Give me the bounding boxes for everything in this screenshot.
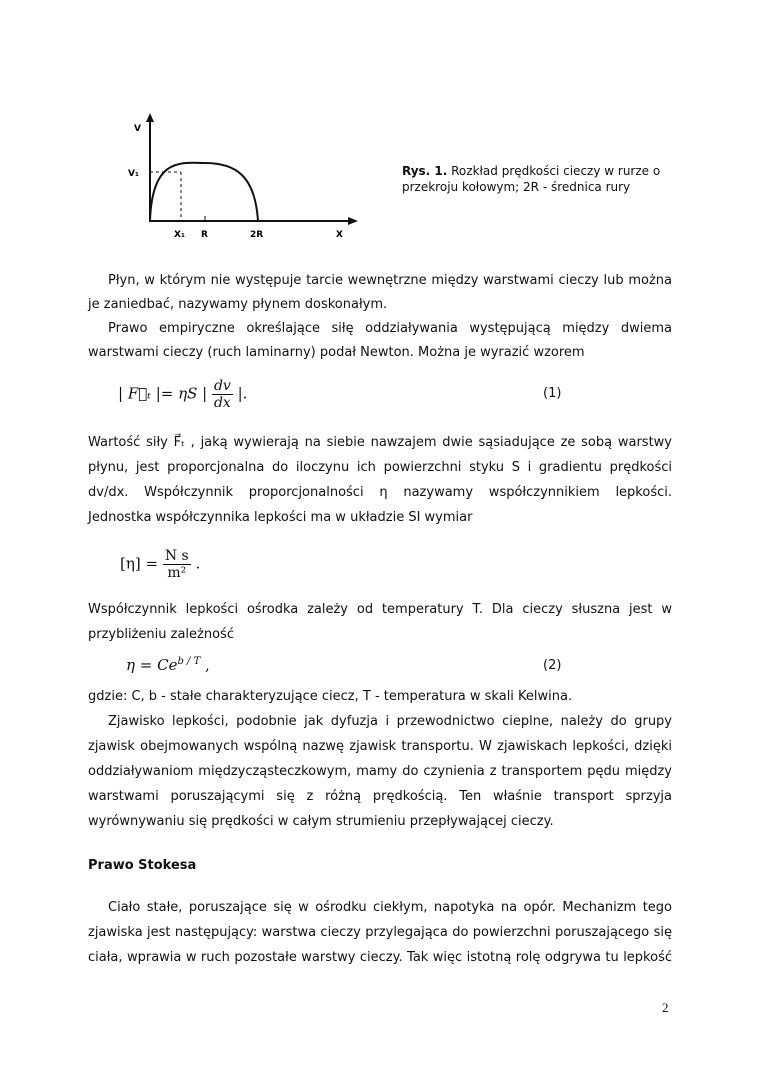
- label-x1: X₁: [174, 230, 185, 240]
- text-line: dv/dx. Współczynnik proporcjonalności η nazywamy współczynnikiem lepkości.: [88, 485, 672, 500]
- equation-2: [126, 656, 210, 674]
- text-line: wyrównywaniu się prędkości w całym strumieniu przepływającej cieczy.: [88, 814, 554, 829]
- text-line: gdzie: C, b - stałe charakteryzujące ciecz, T - temperatura w skali Kelwina.: [88, 689, 573, 704]
- unit-left: [η] =: [120, 554, 159, 573]
- page-number: 2: [662, 1000, 669, 1015]
- equation-1-number: (1): [543, 386, 562, 401]
- text-line: Prawo empiryczne określające siłę oddziaływania występującą między dwiema: [108, 321, 672, 336]
- text-line: warstwami cieczy (ruch laminarny) podał Newton. Można je wyrazić wzorem: [88, 345, 585, 360]
- text-line: zjawiska jest następujący: warstwa cieczy przylegająca do powierzchni poruszającego się: [88, 925, 672, 940]
- eq1-fraction: [212, 378, 233, 411]
- eq2-comma: ,: [205, 656, 210, 674]
- text-line: płynu, jest proporcjonalna do iloczynu ich powierzchni styku S i gradientu prędkości: [88, 460, 672, 475]
- text-line: Jednostka współczynnika lepkości ma w układzie SI wymiar: [88, 510, 473, 525]
- section-heading: Prawo Stokesa: [88, 858, 197, 873]
- equation-2-number: (2): [543, 658, 562, 673]
- caption-line-1: Rozkład prędkości cieczy w rurze o: [447, 164, 661, 178]
- figure-caption: [402, 163, 660, 195]
- text-line: Płyn, w którym nie występuje tarcie wewnętrzne między warstwami cieczy lub można: [108, 273, 672, 288]
- velocity-curve: [150, 163, 258, 221]
- text-line: ciała, wprawia w ruch pozostałe warstwy cieczy. Tak więc istotną rolę odgrywa tu lepkość: [88, 950, 672, 965]
- text-line: zjawisk obejmowanych wspólną nazwę zjawisk transportu. W zjawiskach lepkości, dzięki: [88, 739, 672, 754]
- y-axis-arrow: [146, 113, 154, 122]
- equation-1: [118, 378, 247, 411]
- eq1-right: |.: [237, 384, 248, 403]
- x-axis-arrow: [348, 217, 358, 225]
- caption-label: Rys. 1.: [402, 164, 448, 178]
- label-x: X: [336, 230, 343, 240]
- velocity-profile-figure: [0, 0, 400, 250]
- unit-den: m²: [167, 565, 187, 581]
- text-line: je zaniedbać, nazywamy płynem doskonałym.: [88, 297, 388, 312]
- unit-num: N s: [164, 548, 189, 564]
- text-line: Współczynnik lepkości ośrodka zależy od temperatury T. Dla cieczy słuszna jest w: [88, 602, 672, 617]
- text-line: Zjawisko lepkości, podobnie jak dyfuzja i przewodnictwo cieplne, należy do grupy: [108, 714, 672, 729]
- eq2-exponent: b / T: [177, 656, 201, 667]
- text-line: Wartość siły F⃗ₜ , jaką wywierają na siebie nawzajem dwie sąsiadujące ze sobą warstwy: [88, 435, 672, 450]
- eq1-left: | F⃗ₜ |= ηS |: [118, 384, 208, 403]
- text-line: przybliżeniu zależność: [88, 627, 234, 642]
- label-v1: V₁: [128, 169, 139, 179]
- eq2-body: η = Ce: [126, 656, 178, 674]
- text-line: oddziaływaniom międzycząsteczkowym, mamy do czynienia z transportem pędu między: [88, 764, 672, 779]
- eq1-den: dx: [213, 395, 231, 411]
- text-line: Ciało stałe, poruszające się w ośrodku ciekłym, napotyka na opór. Mechanizm tego: [108, 900, 672, 915]
- unit-right: .: [195, 554, 201, 573]
- eq1-num: dv: [213, 378, 231, 394]
- text-line: warstwami poruszającymi się z różną prędkością. Ten właśnie transport sprzyja: [88, 789, 672, 804]
- caption-line-2: przekroju kołowym; 2R - średnica rury: [402, 180, 631, 194]
- label-v: V: [134, 124, 141, 134]
- unit-equation: [120, 548, 200, 581]
- label-r: R: [201, 230, 208, 240]
- unit-fraction: [163, 548, 191, 581]
- label-2r: 2R: [250, 230, 264, 240]
